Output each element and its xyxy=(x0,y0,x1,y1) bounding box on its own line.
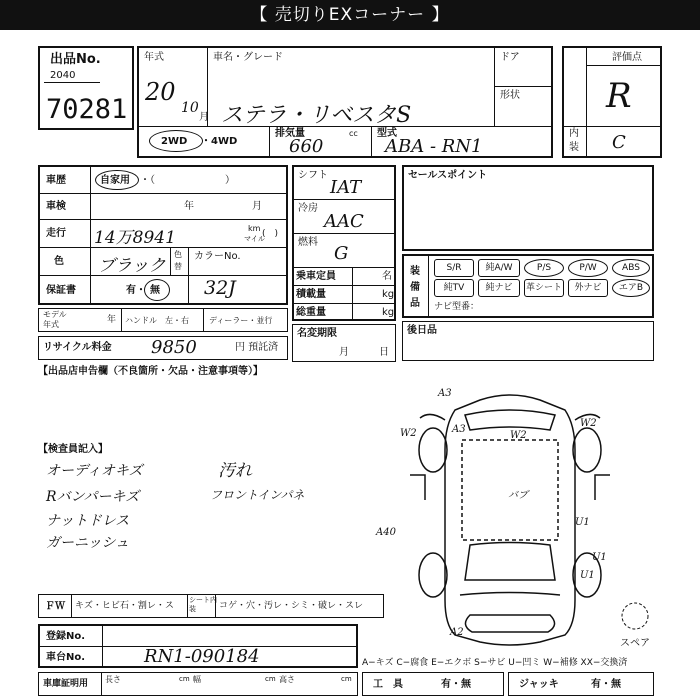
page-title: 【 売切りEXコーナー 】 xyxy=(0,0,700,30)
interior-value: C xyxy=(612,132,626,153)
jack-box xyxy=(508,672,654,696)
equip-ps: P/S xyxy=(524,259,564,277)
change-day: 日 xyxy=(379,347,389,358)
name-label: 車名・グレード xyxy=(213,52,283,63)
inspection-label: 車検 xyxy=(46,201,66,212)
drive-4wd: ・4WD xyxy=(201,136,238,147)
recycle-value: 9850 xyxy=(151,337,197,358)
fuel-label: 燃料 xyxy=(298,237,318,248)
mark-a3-2: A3 xyxy=(452,424,466,435)
equip-ext-navi: 外ナビ xyxy=(568,279,608,297)
load-unit: kg xyxy=(382,289,395,300)
color-value: ブラック xyxy=(98,256,166,276)
model-year-handle: ハンドル 左・右 xyxy=(125,316,189,325)
garage-hgt: 高さ xyxy=(279,675,295,684)
fw-row xyxy=(38,594,384,618)
interior-label-2: 装 xyxy=(569,142,579,153)
color-label: 色 xyxy=(54,256,64,267)
warranty-label: 保証書 xyxy=(46,285,76,296)
lot-number-box xyxy=(38,46,134,130)
lot-number-value: 70281 xyxy=(46,94,128,125)
model-year-row xyxy=(38,308,288,332)
color-sub1: 色 xyxy=(174,250,182,259)
fw-label: ＦＷ xyxy=(45,601,65,612)
displacement-value: 660 xyxy=(289,136,324,157)
mark-w2-left: W2 xyxy=(400,428,417,439)
garage-wid: 幅 xyxy=(193,675,201,684)
equipment-label-1: 装 xyxy=(410,266,420,277)
capacity-label: 乗車定員 xyxy=(296,271,336,282)
name-change-box xyxy=(292,324,396,362)
spare-label: スペア xyxy=(620,638,650,649)
vehicle-name-value: ステラ・リベスタS xyxy=(221,103,412,128)
tools-box xyxy=(362,672,504,696)
recycle-unit: 円 預託済 xyxy=(235,342,279,353)
notes-label: 【出品店申告欄（不良箇所・欠品・注意事項等）】 xyxy=(38,366,263,377)
km-label: km xyxy=(248,224,261,233)
warranty-no: 無 xyxy=(150,285,160,296)
history-table xyxy=(38,165,288,305)
model-label: 型式 xyxy=(377,128,397,139)
equipment-label-3: 品 xyxy=(410,298,420,309)
spare-tire-icon xyxy=(622,603,648,629)
color-code-label: カラーNo. xyxy=(194,251,241,262)
mark-w2-right: W2 xyxy=(580,418,597,429)
equipment-box xyxy=(402,254,654,318)
mileage-value: 14万8941 xyxy=(94,228,176,248)
model-year-label1: モデル xyxy=(43,310,67,319)
inspector-label: 【検査員記入】 xyxy=(38,444,108,455)
drive-2wd: 2WD xyxy=(161,136,188,147)
weight-label: 総重量 xyxy=(296,307,326,318)
load-label: 積載量 xyxy=(296,289,326,300)
history-label: 車歴 xyxy=(46,175,66,186)
chassis-value: RN1-090184 xyxy=(144,646,260,667)
lot-label: 出品No. xyxy=(50,52,101,67)
change-label: 名変期限 xyxy=(297,328,337,339)
mark-a3-top: A3 xyxy=(438,388,452,399)
ac-value: AAC xyxy=(324,211,364,232)
garage-box xyxy=(38,672,358,696)
fuel-value: G xyxy=(334,243,349,264)
sales-point-box xyxy=(402,165,654,251)
weight-unit: kg xyxy=(382,307,395,318)
equip-pw: P/W xyxy=(568,259,608,277)
month-value: 10 xyxy=(181,100,199,116)
tools-label: 工 具 xyxy=(373,679,403,690)
fw-items2: コゲ・穴・汚レ・シミ・破レ・スレ xyxy=(219,601,364,611)
door-label: ドア xyxy=(500,52,520,63)
mark-u1-b: U1 xyxy=(592,552,607,563)
garage-label: 車庫証明用 xyxy=(43,679,89,689)
shift-value: IAT xyxy=(330,177,362,198)
mark-a2: A2 xyxy=(450,627,464,638)
garage-cm-3: cm xyxy=(341,675,352,683)
grade-label: 評価点 xyxy=(612,52,642,63)
month-suffix: 月 xyxy=(199,112,209,123)
model-year-year: 年 xyxy=(107,315,117,325)
shape-label: 形状 xyxy=(500,90,520,101)
mark-bab: バブ xyxy=(508,490,528,501)
fw-items: キズ・ヒビ石・割レ・ス xyxy=(75,601,174,611)
color-sub2: 替 xyxy=(174,262,182,271)
equip-airbag: エアB xyxy=(612,279,650,297)
warranty-yes: 有・ xyxy=(126,285,146,296)
equip-leather: 革シート xyxy=(524,279,564,297)
year-value: 20 xyxy=(145,78,176,106)
jack-value: 有・無 xyxy=(591,679,621,690)
inspection-year: 年 xyxy=(184,201,194,212)
equipment-label-2: 備 xyxy=(410,282,420,293)
capacity-unit: 名 xyxy=(382,271,392,282)
car-damage-diagram xyxy=(370,380,670,650)
tools-value: 有・無 xyxy=(441,679,471,690)
inspector-line-3: ナットドレス xyxy=(46,513,130,529)
mark-u1-c: U1 xyxy=(580,570,595,581)
model-year-label2: 年式 xyxy=(43,320,59,329)
navi-type-label: ナビ型番： xyxy=(434,302,480,312)
vehicle-info-box xyxy=(137,46,553,158)
mile-label: マイル xyxy=(244,235,265,243)
registration-label: 登録No. xyxy=(46,631,86,642)
chassis-label: 車台No. xyxy=(46,652,86,663)
equip-aw: 純A/W xyxy=(478,259,520,277)
inspector-right-1: 汚れ xyxy=(218,461,252,481)
registration-box xyxy=(38,624,358,668)
model-year-dealer: ディーラー・並行 xyxy=(209,316,273,325)
garage-cm-1: cm xyxy=(179,675,190,683)
model-value: ABA - RN1 xyxy=(385,136,483,157)
fw-seat-label: シート内装 xyxy=(189,596,217,613)
equip-tv: 純TV xyxy=(434,279,474,297)
garage-cm-2: cm xyxy=(265,675,276,683)
inspector-line-2: Rバンパーキズ xyxy=(46,489,140,505)
change-month: 月 xyxy=(339,347,349,358)
history-rest: ・（ ） xyxy=(140,175,235,186)
aftermarket-box xyxy=(402,321,654,361)
grade-box xyxy=(562,46,662,158)
aftermarket-label: 後日品 xyxy=(407,325,437,336)
interior-label-1: 内 xyxy=(569,128,579,139)
recycle-row xyxy=(38,336,288,360)
grade-value: R xyxy=(606,76,632,116)
mark-u1-a: U1 xyxy=(575,517,590,528)
jack-label: ジャッキ xyxy=(519,679,559,690)
sales-label: セールスポイント xyxy=(408,170,488,181)
mark-a40: A40 xyxy=(376,527,396,538)
color-code-value: 32J xyxy=(204,277,236,299)
year-label: 年式 xyxy=(144,52,164,63)
lot-sub: 2040 xyxy=(50,70,76,81)
mark-w2-top: W2 xyxy=(510,430,527,441)
recycle-label: リサイクル料金 xyxy=(43,342,112,353)
displacement-label: 排気量 xyxy=(275,128,305,139)
equip-navi: 純ナビ xyxy=(478,279,520,297)
garage-len: 長さ xyxy=(105,675,121,684)
equip-sr: S/R xyxy=(434,259,474,277)
inspection-month: 月 xyxy=(252,201,262,212)
ac-label: 冷房 xyxy=(298,203,318,214)
inspector-line-1: オーディオキズ xyxy=(46,463,143,479)
spec-table xyxy=(292,165,396,321)
inspector-right-2: フロントインパネ xyxy=(210,488,305,502)
mileage-label: 走行 xyxy=(46,228,66,239)
shift-label: シフト xyxy=(298,170,328,181)
history-own: 自家用 xyxy=(100,175,130,186)
inspector-line-4: ガーニッシュ xyxy=(46,535,130,551)
cc-label: cc xyxy=(349,129,358,138)
damage-legend: A−キズ C−腐食 E−エクボ S−サビ U−凹ミ W−補修 XX−交換済 xyxy=(362,658,628,668)
mileage-paren: ( ) xyxy=(262,229,279,239)
equip-abs: ABS xyxy=(612,259,650,277)
